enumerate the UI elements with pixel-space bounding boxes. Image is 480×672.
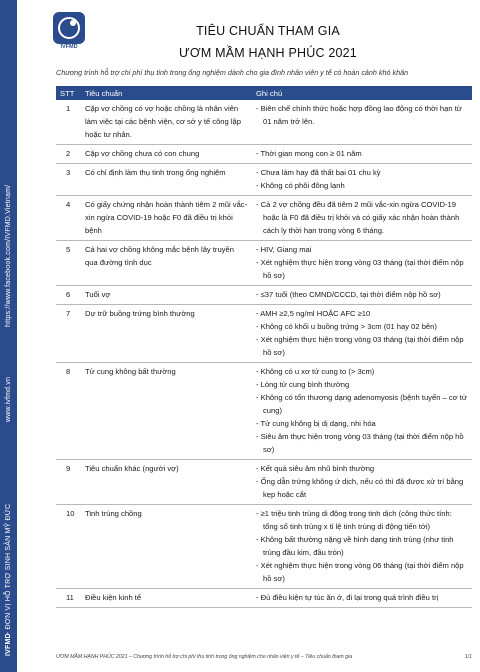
row-stt: 6 (56, 286, 81, 305)
row-stt: 9 (56, 460, 81, 505)
row-notes (252, 286, 472, 305)
sidebar-facebook-link[interactable]: https://www.facebook.com/IVFMD.Vietnam/ (5, 184, 12, 327)
sidebar-brand: IVFMD (5, 633, 12, 656)
table-row (56, 100, 472, 145)
row-notes (252, 164, 472, 196)
page-subtitle: Chương trình hỗ trợ chi phí thụ tinh trong ống nghiệm dành cho gia đình nhân viên y tế có hoàn cảnh khó khăn (56, 68, 409, 77)
page-title-line1: TIÊU CHUẨN THAM GIA (196, 24, 340, 38)
row-criteria: Dự trữ buồng trứng bình thường (81, 305, 252, 363)
note-line: - Xét nghiệm thực hiện trong vòng 03 tháng (tại thời điểm nộp hồ sơ) (256, 258, 464, 280)
table-row (56, 241, 472, 286)
note-line: - Không có phôi đông lạnh (256, 181, 345, 190)
row-notes (252, 305, 472, 363)
row-notes (252, 363, 472, 460)
column-header-stt: STT (60, 88, 75, 98)
row-notes (252, 505, 472, 589)
note-line: - Không có khối u buồng trứng > 3cm (01 hay 02 bên) (256, 322, 437, 331)
row-stt: 11 (56, 589, 81, 608)
note-line: - Cả 2 vợ chồng đều đã tiêm 2 mũi vắc-xin ngừa COVID-19 hoặc là F0 đã điều trị khỏi và có giấy xác nhận hoàn thành cách ly thời hạn trong vòng 6 tháng. (256, 200, 460, 235)
note-line: - HIV, Giang mai (256, 245, 312, 254)
note-line: - Kết quả siêu âm nhũ bình thường (256, 464, 375, 473)
note-line: - Thời gian mong con ≥ 01 năm (256, 149, 362, 158)
row-notes (252, 145, 472, 164)
sidebar-website-link[interactable]: www.ivfmd.vn (5, 376, 12, 422)
note-line: - Ống dẫn trứng không ứ dịch, nếu có thì đã được xử trí bằng kẹp hoặc cắt (256, 477, 464, 499)
table-row (56, 460, 472, 505)
table-row (56, 145, 472, 164)
table-row (56, 196, 472, 241)
sidebar-text (0, 0, 17, 672)
footer-page-number: 1/1 (464, 654, 472, 660)
row-criteria: Có chỉ định làm thụ tinh trong ống nghiệm (81, 164, 252, 196)
row-notes (252, 196, 472, 241)
table-row (56, 286, 472, 305)
row-criteria: Tử cung không bất thường (81, 363, 252, 460)
row-notes (252, 589, 472, 608)
note-line: - Không bất thường nặng về hình dạng tinh trùng (như tinh trùng đầu kim, đầu tròn) (256, 535, 454, 557)
logo-text: IVFMD (60, 44, 78, 50)
table-row (56, 505, 472, 589)
row-stt: 4 (56, 196, 81, 241)
note-line: - Biên chế chính thức hoặc hợp đồng lao động có thời hạn từ 01 năm trở lên. (256, 104, 462, 126)
row-criteria: Tinh trùng chồng (81, 505, 252, 589)
criteria-table (56, 86, 472, 608)
row-notes (252, 241, 472, 286)
table-body (56, 100, 472, 608)
footer-text: ƯƠM MẦM HẠNH PHÚC 2021 – Chương trình hỗ trợ chi phí thụ tinh trong ống nghiệm cho nhân viên y tế – Tiêu chuẩn tham gia (56, 654, 353, 660)
note-line: - Đủ điều kiện tự túc ăn ở, đi lại trong quá trình điều trị (256, 593, 439, 602)
note-line: - Lòng tử cung bình thường (256, 380, 350, 389)
note-line: - ≥1 triệu tinh trùng di động trong tinh dịch (công thức tính: tổng số tinh trùng x tỉ lệ tinh trùng di động tiến tới) (256, 509, 452, 531)
note-line: - Không có tổn thương dạng adenomyosis (bệnh tuyến – cơ tử cung) (256, 393, 467, 415)
note-line: - Tử cung không bị dị dạng, nhi hóa (256, 419, 376, 428)
row-stt: 2 (56, 145, 81, 164)
row-notes (252, 100, 472, 145)
row-stt: 10 (56, 505, 81, 589)
table-row (56, 589, 472, 608)
criteria-table-container (56, 86, 472, 608)
table-row (56, 305, 472, 363)
note-line: - AMH ≥2,5 ng/ml HOẶC AFC ≥10 (256, 309, 371, 318)
row-criteria: Cả hai vợ chồng không mắc bệnh lây truyền qua đường tình dục (81, 241, 252, 286)
row-notes (252, 460, 472, 505)
note-line: - Siêu âm thực hiện trong vòng 03 tháng (tại thời điểm nộp hồ sơ) (256, 432, 464, 454)
note-line: - Chưa làm hay đã thất bại 01 chu kỳ (256, 168, 381, 177)
row-stt: 8 (56, 363, 81, 460)
table-header-row (56, 86, 472, 100)
note-line: - Xét nghiệm thực hiện trong vòng 06 tháng (tại thời điểm nộp hồ sơ) (256, 561, 464, 583)
row-criteria: Điều kiện kinh tế (81, 589, 252, 608)
note-line: - Không có u xơ tử cung to (> 3cm) (256, 367, 375, 376)
row-criteria: Tiêu chuẩn khác (người vợ) (81, 460, 252, 505)
page-footer (56, 654, 472, 660)
row-stt: 5 (56, 241, 81, 286)
row-criteria: Cặp vợ chồng chưa có con chung (81, 145, 252, 164)
sidebar-unit: - ĐƠN VỊ HỖ TRỢ SINH SẢN MỸ ĐỨC (5, 503, 12, 634)
row-criteria: Cặp vợ chồng có vợ hoặc chồng là nhân viên làm việc tại các bệnh viện, cơ sở y tế công lập hoặc tư nhân. (81, 100, 252, 145)
note-line: - Xét nghiệm thực hiện trong vòng 03 tháng (tại thời điểm nộp hồ sơ) (256, 335, 464, 357)
table-row (56, 363, 472, 460)
column-header-criteria: Tiêu chuẩn (85, 88, 123, 98)
column-header-notes: Ghi chú (256, 88, 283, 98)
page-title-line2: ƯƠM MẦM HẠNH PHÚC 2021 (179, 46, 357, 60)
note-line: - ≤37 tuổi (theo CMND/CCCD, tại thời điểm nộp hồ sơ) (256, 290, 441, 299)
table-row (56, 164, 472, 196)
sidebar-strip (0, 0, 17, 672)
row-criteria: Tuổi vợ (81, 286, 252, 305)
row-stt: 7 (56, 305, 81, 363)
row-stt: 3 (56, 164, 81, 196)
row-stt: 1 (56, 100, 81, 145)
row-criteria: Có giấy chứng nhận hoàn thành tiêm 2 mũi vắc-xin ngừa COVID-19 hoặc F0 đã điều trị khỏi bệnh (81, 196, 252, 241)
